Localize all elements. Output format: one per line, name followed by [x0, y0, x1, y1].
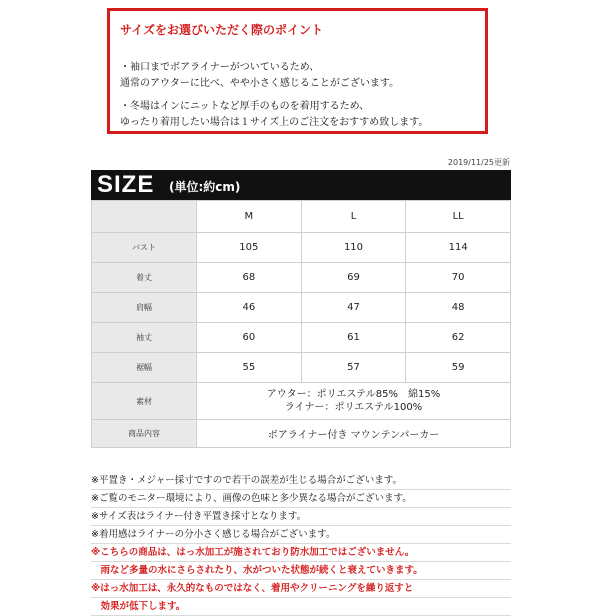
unit-label: (単位:約cm)	[169, 180, 241, 194]
row-label: 着丈	[92, 263, 197, 293]
row-label: 素材	[92, 383, 197, 420]
column-header-m: M	[197, 201, 302, 233]
table-cell: 46	[197, 293, 302, 323]
material-row	[92, 383, 511, 420]
row-label: 肩幅	[92, 293, 197, 323]
table-row	[92, 293, 511, 323]
table-cell: 70	[406, 263, 511, 293]
notice-line: 通常のアウターに比べ、やや小さく感じることがございます。	[120, 78, 400, 89]
warning-note-line: ※こちらの商品は、はっ水加工が施されており防水加工ではございません。	[91, 544, 511, 562]
row-label: バスト	[92, 233, 197, 263]
column-header-l: L	[301, 201, 406, 233]
update-date: 2019/11/25更新	[447, 158, 510, 167]
table-cell: 62	[406, 323, 511, 353]
notice-line: ゆったり着用したい場合は１サイズ上のご注文をおすすめ致します。	[120, 117, 429, 128]
table-cell: 110	[301, 233, 406, 263]
size-selection-notice	[107, 8, 488, 134]
table-cell: 48	[406, 293, 511, 323]
row-label: 裾幅	[92, 353, 197, 383]
warning-note-line: 効果が低下します。	[91, 598, 511, 616]
empty-corner-cell	[92, 201, 197, 233]
table-cell: 68	[197, 263, 302, 293]
material-liner: ライナー：ポリエステル100%	[284, 402, 423, 413]
table-row	[92, 233, 511, 263]
material-cell	[197, 383, 511, 420]
product-row	[92, 420, 511, 448]
note-line: ※着用感はライナーの分小さく感じる場合がございます。	[91, 526, 511, 544]
size-chart-header	[91, 170, 511, 200]
notice-title: サイズをお選びいただく際のポイント	[120, 23, 324, 37]
product-cell: ボアライナー付き マウンテンパーカー	[197, 420, 511, 448]
table-row	[92, 353, 511, 383]
size-table	[91, 200, 511, 448]
table-cell: 105	[197, 233, 302, 263]
table-cell: 47	[301, 293, 406, 323]
note-line: ※ご覧のモニター環境により、画像の色味と多少異なる場合がございます。	[91, 490, 511, 508]
table-header-row	[92, 201, 511, 233]
table-cell: 59	[406, 353, 511, 383]
table-cell: 57	[301, 353, 406, 383]
note-line: ※平置き・メジャー採寸ですので若干の誤差が生じる場合がございます。	[91, 472, 511, 490]
table-cell: 69	[301, 263, 406, 293]
warning-note-line: ※はっ水加工は、永久的なものではなく、着用やクリーニングを繰り返すと	[91, 580, 511, 598]
note-line: ※サイズ表はライナー付き平置き採寸となります。	[91, 508, 511, 526]
notice-line: ・冬場はインにニットなど厚手のものを着用するため、	[120, 101, 370, 112]
size-heading: SIZE	[97, 171, 155, 198]
row-label: 袖丈	[92, 323, 197, 353]
column-header-ll: LL	[406, 201, 511, 233]
table-cell: 114	[406, 233, 511, 263]
table-cell: 61	[301, 323, 406, 353]
table-cell: 60	[197, 323, 302, 353]
warning-note-line: 雨など多量の水にさらされたり、水がついた状態が続くと衰えていきます。	[91, 562, 511, 580]
material-outer: アウター：ポリエステル85% 綿15%	[266, 389, 441, 400]
table-row	[92, 323, 511, 353]
notice-line: ・袖口までボアライナーがついているため、	[120, 62, 320, 73]
notes-list	[91, 472, 511, 616]
row-label: 商品内容	[92, 420, 197, 448]
table-row	[92, 263, 511, 293]
table-cell: 55	[197, 353, 302, 383]
